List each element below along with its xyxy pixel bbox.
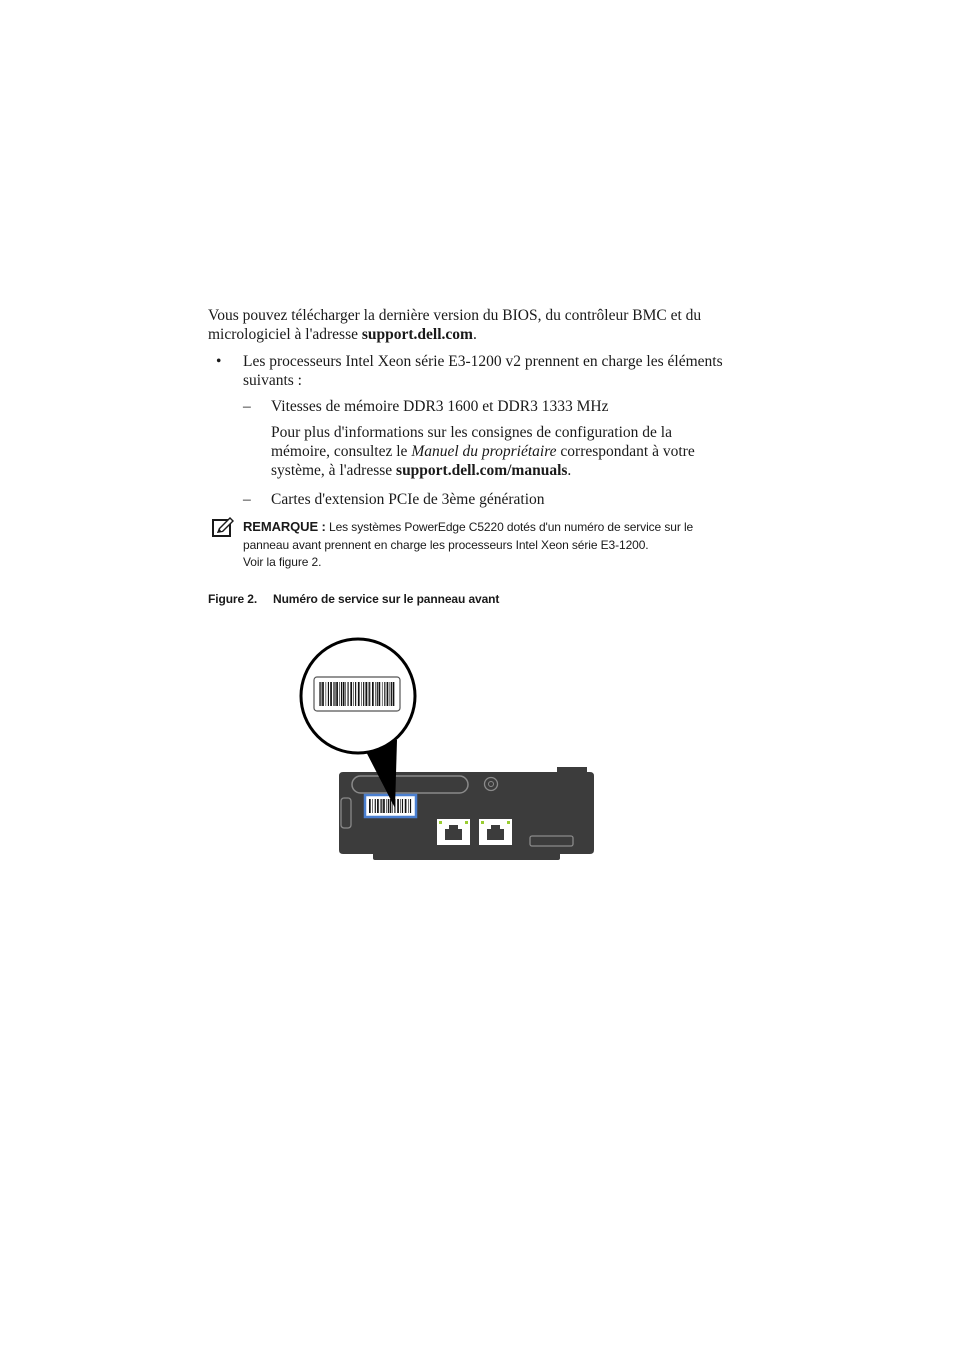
manuals-link[interactable]: support.dell.com/manuals <box>396 462 568 479</box>
support-link[interactable]: support.dell.com <box>361 326 473 343</box>
nic-port-1-icon <box>437 819 470 845</box>
intro-paragraph <box>208 306 768 344</box>
owners-manual-title: Manuel du propriétaire <box>411 443 557 460</box>
service-tag-barcode <box>369 799 411 813</box>
sub-item-1-marker: – <box>243 398 251 415</box>
figure-title: Numéro de service sur le panneau avant <box>273 592 500 606</box>
front-panel-illustration <box>295 630 605 870</box>
nic-port-2-icon <box>479 819 512 845</box>
memory-note-paragraph: Pour plus d'informations sur les consignes de configuration de la mémoire, consultez le Manuel du propriétaire correspondant à votre système, à l'adresse support.dell.com/manuals. <box>271 424 695 479</box>
pencil-note-icon <box>211 516 235 538</box>
figure-label: Figure 2. <box>208 592 258 606</box>
sub-item-2-marker: – <box>243 491 251 508</box>
sub-item-2-text: Cartes d'extension PCIe de 3ème génération <box>271 491 545 508</box>
remarque-label: REMARQUE : <box>243 519 326 534</box>
remarque-note: REMARQUE : Les systèmes PowerEdge C5220 dotés d'un numéro de service sur le panneau avant prennent en charge les processeurs Intel Xeon série E3-1200. Voir la figure 2. <box>243 519 694 569</box>
sub-item-1-text: Vitesses de mémoire DDR3 1600 et DDR3 1333 MHz <box>271 398 609 415</box>
bullet-marker: • <box>216 353 222 370</box>
bullet-text: Les processeurs Intel Xeon série E3-1200 v2 prennent en charge les éléments suivants : <box>243 353 723 389</box>
intro-line-1: Vous pouvez télécharger la dernière version du BIOS, du contrôleur BMC et du <box>208 307 702 324</box>
intro-line-2: micrologiciel à l'adresse support.dell.com. <box>208 326 477 343</box>
